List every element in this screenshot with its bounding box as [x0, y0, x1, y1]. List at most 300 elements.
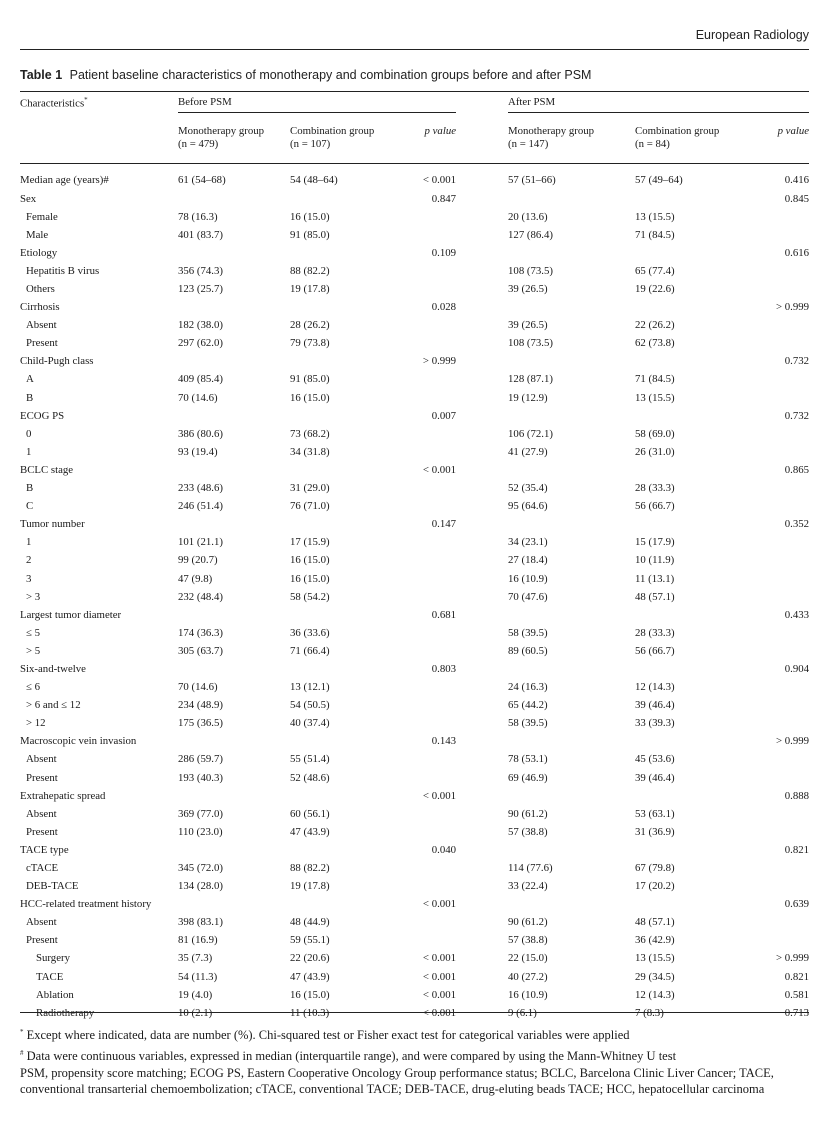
before-mono-cell — [178, 841, 290, 859]
after-comb-cell: 67 (79.8) — [635, 862, 675, 875]
before-p-cell: 0.681 — [431, 608, 457, 621]
row-label: ≤ 5 — [26, 626, 41, 639]
before-mono-cell: 70 (14.6) — [178, 681, 218, 694]
row-label: Absent — [26, 916, 57, 929]
after-mono-cell — [508, 407, 635, 425]
after-p-cell: 0.732 — [784, 355, 810, 368]
before-comb-cell — [290, 244, 390, 262]
before-p-cell — [390, 859, 456, 877]
after-p-cell: 0.416 — [784, 173, 810, 186]
row-label: Radiotherapy — [36, 1006, 95, 1019]
before-p-cell: < 0.001 — [422, 173, 457, 186]
after-mono-cell: 57 (38.8) — [508, 825, 548, 838]
after-mono-cell: 108 (73.5) — [508, 337, 553, 350]
before-mono-cell: 99 (20.7) — [178, 554, 218, 567]
before-comb-cell: 47 (43.9) — [290, 825, 330, 838]
before-p-cell: < 0.001 — [422, 970, 457, 983]
spacer — [456, 226, 508, 244]
before-mono-cell: 174 (36.3) — [178, 626, 223, 639]
after-mono-cell: 19 (12.9) — [508, 391, 548, 404]
before-comb-cell — [290, 787, 390, 805]
before-mono-cell — [178, 660, 290, 678]
before-comb-cell: 79 (73.8) — [290, 337, 330, 350]
before-comb-cell — [290, 732, 390, 750]
spacer — [456, 461, 508, 479]
row-label: > 6 and ≤ 12 — [26, 699, 81, 712]
spacer — [456, 678, 508, 696]
before-p-cell — [390, 226, 456, 244]
before-p-cell: 0.007 — [431, 409, 457, 422]
before-p-cell: 0.143 — [431, 735, 457, 748]
before-comb-cell: 16 (15.0) — [290, 572, 330, 585]
table-row — [20, 696, 809, 714]
after-comb-cell: 62 (73.8) — [635, 337, 675, 350]
after-p-cell: 0.581 — [784, 988, 810, 1001]
spacer — [456, 968, 508, 986]
after-p-cell — [739, 533, 809, 551]
spacer — [456, 533, 508, 551]
before-mono-cell: 175 (36.5) — [178, 717, 223, 730]
after-mono-cell — [508, 660, 635, 678]
after-comb-cell: 33 (39.3) — [635, 717, 675, 730]
before-p-cell — [390, 425, 456, 443]
before-comb-cell: 17 (15.9) — [290, 536, 330, 549]
after-p-cell — [739, 624, 809, 642]
table-row — [20, 949, 809, 967]
after-p-cell — [739, 714, 809, 732]
row-label: > 12 — [26, 717, 46, 730]
after-p-cell — [739, 931, 809, 949]
table-row — [20, 732, 809, 750]
after-p-cell — [739, 823, 809, 841]
after-mono-cell: 114 (77.6) — [508, 862, 553, 875]
after-mono-cell — [508, 732, 635, 750]
row-label: > 3 — [26, 590, 41, 603]
header-row-groups — [20, 92, 809, 119]
table-row — [20, 624, 809, 642]
before-p-cell — [390, 370, 456, 388]
before-p-cell — [390, 823, 456, 841]
after-mono-cell: 89 (60.5) — [508, 644, 548, 657]
spacer — [456, 986, 508, 1004]
spacer — [456, 334, 508, 352]
after-p-cell — [739, 479, 809, 497]
after-p-cell — [739, 497, 809, 515]
table-row — [20, 769, 809, 787]
before-p-cell — [390, 769, 456, 787]
row-label: HCC-related treatment history — [20, 898, 152, 911]
before-p-cell — [390, 280, 456, 298]
after-mono-cell: 39 (26.5) — [508, 319, 548, 332]
after-mono-cell: 69 (46.9) — [508, 771, 548, 784]
before-p-cell — [390, 714, 456, 732]
before-mono-cell: 345 (72.0) — [178, 862, 223, 875]
before-mono-cell: 78 (16.3) — [178, 210, 218, 223]
spacer — [456, 805, 508, 823]
after-p-cell — [739, 389, 809, 407]
before-p-cell — [390, 479, 456, 497]
spacer — [456, 931, 508, 949]
spacer — [456, 624, 508, 642]
before-mono-cell — [178, 895, 290, 913]
after-p-cell: 0.888 — [784, 789, 810, 802]
after-comb-cell: 28 (33.3) — [635, 482, 675, 495]
after-p-cell — [739, 750, 809, 768]
before-p-cell — [390, 569, 456, 587]
after-comb-cell: 56 (66.7) — [635, 500, 675, 513]
table-row — [20, 569, 809, 587]
before-mono-cell — [178, 352, 290, 370]
before-mono-cell — [178, 461, 290, 479]
before-mono-cell — [178, 732, 290, 750]
table-row — [20, 497, 809, 515]
before-mono-cell: 409 (85.4) — [178, 373, 223, 386]
before-comb-header: Combination group (n = 107) — [290, 118, 390, 164]
row-label: Largest tumor diameter — [20, 608, 122, 621]
table-row — [20, 461, 809, 479]
before-p-cell — [390, 877, 456, 895]
after-p-cell: 0.616 — [784, 246, 810, 259]
after-comb-cell: 13 (15.5) — [635, 210, 675, 223]
table-row — [20, 443, 809, 461]
before-mono-cell: 10 (2.1) — [178, 1006, 213, 1019]
after-mono-cell: 22 (15.0) — [508, 952, 548, 965]
table-caption — [20, 68, 591, 82]
before-p-cell — [390, 624, 456, 642]
after-comb-cell: 29 (34.5) — [635, 970, 675, 983]
after-p-cell: 0.713 — [784, 1006, 810, 1019]
after-mono-cell — [508, 515, 635, 533]
table-row — [20, 262, 809, 280]
table-row — [20, 515, 809, 533]
row-label: Female — [26, 210, 58, 223]
before-comb-cell: 34 (31.8) — [290, 445, 330, 458]
row-label: Absent — [26, 753, 57, 766]
after-p-cell — [739, 208, 809, 226]
before-mono-cell — [178, 190, 290, 208]
spacer — [456, 389, 508, 407]
row-label: Present — [26, 825, 58, 838]
after-mono-cell: 78 (53.1) — [508, 753, 548, 766]
row-label: Hepatitis B virus — [26, 264, 100, 277]
row-label: Macroscopic vein invasion — [20, 735, 137, 748]
table-row — [20, 244, 809, 262]
before-mono-cell: 19 (4.0) — [178, 988, 213, 1001]
after-p-cell — [739, 678, 809, 696]
after-comb-cell: 22 (26.2) — [635, 319, 675, 332]
before-mono-cell: 134 (28.0) — [178, 880, 223, 893]
header-row-columns — [20, 118, 809, 164]
after-mono-cell: 20 (13.6) — [508, 210, 548, 223]
after-mono-cell — [508, 606, 635, 624]
after-comb-cell — [635, 895, 739, 913]
after-comb-cell: 17 (20.2) — [635, 880, 675, 893]
before-mono-cell: 297 (62.0) — [178, 337, 223, 350]
table-row — [20, 208, 809, 226]
row-label: Absent — [26, 319, 57, 332]
after-comb-cell: 26 (31.0) — [635, 445, 675, 458]
before-mono-cell: 47 (9.8) — [178, 572, 213, 585]
after-comb-cell: 57 (49–64) — [635, 173, 683, 186]
row-label: Surgery — [36, 952, 70, 965]
after-p-cell: > 0.999 — [775, 952, 810, 965]
before-mono-cell: 246 (51.4) — [178, 500, 223, 513]
before-comb-cell: 19 (17.8) — [290, 880, 330, 893]
table-row — [20, 877, 809, 895]
table-row — [20, 859, 809, 877]
after-comb-cell — [635, 407, 739, 425]
row-label: 1 — [26, 536, 32, 549]
before-p-cell: < 0.001 — [422, 898, 457, 911]
before-psm-header: Before PSM — [178, 92, 456, 119]
footnote-1: * Except where indicated, data are number (%). Chi-squared test or Fisher exact test for categorical variables were applied — [20, 1028, 630, 1043]
after-mono-cell: 16 (10.9) — [508, 572, 548, 585]
after-mono-cell: 108 (73.5) — [508, 264, 553, 277]
before-comb-cell: 59 (55.1) — [290, 934, 330, 947]
row-label: C — [26, 500, 34, 513]
after-comb-cell — [635, 244, 739, 262]
row-label: Etiology — [20, 246, 58, 259]
after-mono-cell — [508, 461, 635, 479]
after-comb-cell: 19 (22.6) — [635, 283, 675, 296]
table-row — [20, 190, 809, 208]
spacer — [456, 407, 508, 425]
table-row — [20, 298, 809, 316]
after-comb-cell: 28 (33.3) — [635, 626, 675, 639]
before-comb-cell — [290, 461, 390, 479]
table-row — [20, 226, 809, 244]
before-mono-cell: 286 (59.7) — [178, 753, 223, 766]
before-p-cell — [390, 642, 456, 660]
before-comb-cell: 88 (82.2) — [290, 862, 330, 875]
after-comb-cell: 39 (46.4) — [635, 699, 675, 712]
after-comb-cell — [635, 841, 739, 859]
before-p-cell — [390, 913, 456, 931]
after-comb-header: Combination group (n = 84) — [635, 118, 739, 164]
before-comb-cell: 11 (10.3) — [290, 1006, 330, 1019]
spacer — [456, 949, 508, 967]
after-mono-cell — [508, 787, 635, 805]
table-row — [20, 968, 809, 986]
before-p-cell: < 0.001 — [422, 952, 457, 965]
row-label: Extrahepatic spread — [20, 789, 106, 802]
before-comb-cell — [290, 407, 390, 425]
before-comb-cell — [290, 298, 390, 316]
spacer — [456, 497, 508, 515]
before-comb-cell — [290, 841, 390, 859]
footnote-rule — [20, 1012, 809, 1013]
row-label: 1 — [26, 445, 32, 458]
spacer — [456, 298, 508, 316]
after-mono-cell: 127 (86.4) — [508, 228, 553, 241]
before-mono-cell: 356 (74.3) — [178, 264, 223, 277]
after-comb-cell — [635, 461, 739, 479]
before-p-cell — [390, 678, 456, 696]
after-comb-cell: 56 (66.7) — [635, 644, 675, 657]
before-mono-cell: 369 (77.0) — [178, 807, 223, 820]
spacer — [456, 750, 508, 768]
spacer — [456, 787, 508, 805]
after-comb-cell: 13 (15.5) — [635, 391, 675, 404]
row-label: Sex — [20, 192, 37, 205]
after-p-cell: 0.433 — [784, 608, 810, 621]
before-mono-cell — [178, 298, 290, 316]
before-comb-cell — [290, 515, 390, 533]
after-mono-cell: 52 (35.4) — [508, 482, 548, 495]
before-comb-cell: 91 (85.0) — [290, 228, 330, 241]
after-p-cell — [739, 370, 809, 388]
after-mono-cell: 27 (18.4) — [508, 554, 548, 567]
spacer — [456, 588, 508, 606]
after-comb-cell: 48 (57.1) — [635, 916, 675, 929]
table-row — [20, 913, 809, 931]
before-mono-cell: 110 (23.0) — [178, 825, 223, 838]
row-label: 0 — [26, 427, 32, 440]
after-p-cell: 0.821 — [784, 843, 810, 856]
after-mono-cell: 90 (61.2) — [508, 807, 548, 820]
after-comb-cell: 58 (69.0) — [635, 427, 675, 440]
after-p-cell — [739, 805, 809, 823]
before-p-cell — [390, 750, 456, 768]
spacer — [456, 606, 508, 624]
spacer — [456, 569, 508, 587]
after-psm-header: After PSM — [508, 92, 809, 119]
after-mono-cell: 57 (51–66) — [508, 173, 556, 186]
before-p-cell: < 0.001 — [422, 789, 457, 802]
row-label: TACE — [36, 970, 64, 983]
before-mono-cell: 101 (21.1) — [178, 536, 223, 549]
table-row — [20, 660, 809, 678]
spacer — [456, 262, 508, 280]
after-comb-cell: 12 (14.3) — [635, 681, 675, 694]
before-mono-cell — [178, 515, 290, 533]
row-label: B — [26, 482, 34, 495]
row-label: Present — [26, 934, 58, 947]
after-comb-cell: 71 (84.5) — [635, 228, 675, 241]
table-row — [20, 714, 809, 732]
table-row — [20, 352, 809, 370]
after-p-cell: 0.352 — [784, 518, 810, 531]
before-p-cell — [390, 696, 456, 714]
before-comb-cell — [290, 606, 390, 624]
before-comb-cell: 52 (48.6) — [290, 771, 330, 784]
before-mono-cell: 35 (7.3) — [178, 952, 213, 965]
after-mono-cell — [508, 841, 635, 859]
before-comb-cell: 40 (37.4) — [290, 717, 330, 730]
spacer — [456, 877, 508, 895]
row-label: BCLC stage — [20, 463, 74, 476]
spacer — [456, 316, 508, 334]
row-label: 2 — [26, 554, 32, 567]
spacer — [456, 443, 508, 461]
row-label: Male — [26, 228, 49, 241]
before-comb-cell: 91 (85.0) — [290, 373, 330, 386]
after-p-cell — [739, 316, 809, 334]
row-label: Absent — [26, 807, 57, 820]
after-p-cell: 0.845 — [784, 192, 810, 205]
before-comb-cell: 22 (20.6) — [290, 952, 330, 965]
after-mono-cell: 9 (6.1) — [508, 1006, 537, 1019]
row-label: Child-Pugh class — [20, 355, 94, 368]
before-p-header: p value — [390, 118, 456, 164]
after-mono-cell — [508, 352, 635, 370]
table-row — [20, 606, 809, 624]
before-mono-cell: 61 (54–68) — [178, 173, 226, 186]
table-row — [20, 334, 809, 352]
row-label: cTACE — [26, 862, 59, 875]
table-row — [20, 370, 809, 388]
header-rule — [20, 49, 809, 50]
after-mono-cell — [508, 298, 635, 316]
after-mono-cell: 90 (61.2) — [508, 916, 548, 929]
before-comb-cell: 36 (33.6) — [290, 626, 330, 639]
before-comb-cell: 73 (68.2) — [290, 427, 330, 440]
table-row — [20, 787, 809, 805]
after-comb-cell: 10 (11.9) — [635, 554, 675, 567]
after-comb-cell: 45 (53.6) — [635, 753, 675, 766]
table-row — [20, 895, 809, 913]
before-comb-cell: 13 (12.1) — [290, 681, 330, 694]
before-mono-cell: 398 (83.1) — [178, 916, 223, 929]
before-p-cell: > 0.999 — [422, 355, 457, 368]
after-mono-cell: 106 (72.1) — [508, 427, 553, 440]
table-row — [20, 841, 809, 859]
table-row — [20, 750, 809, 768]
after-comb-cell: 12 (14.3) — [635, 988, 675, 1001]
after-mono-cell: 33 (22.4) — [508, 880, 548, 893]
after-comb-cell — [635, 660, 739, 678]
table-row — [20, 280, 809, 298]
after-comb-cell — [635, 352, 739, 370]
table-row — [20, 986, 809, 1004]
before-p-cell: 0.028 — [431, 301, 457, 314]
footnote-abbreviations: PSM, propensity score matching; ECOG PS, Eastern Cooperative Oncology Group performance status; BCLC, Barcelona Clinic Liver Cancer; TACE, conventional transarterial chemoembolization; cTACE, conventional TACE; DEB-TACE, drug-eluting beads TACE; HCC, hepatocellular carcinoma — [20, 1066, 774, 1096]
after-p-cell — [739, 226, 809, 244]
table-row — [20, 805, 809, 823]
after-comb-cell — [635, 606, 739, 624]
after-p-cell — [739, 877, 809, 895]
before-p-cell: < 0.001 — [422, 463, 457, 476]
before-mono-cell: 123 (25.7) — [178, 283, 223, 296]
spacer — [456, 823, 508, 841]
table-row — [20, 316, 809, 334]
after-mono-cell: 128 (87.1) — [508, 373, 553, 386]
after-p-cell: 0.821 — [784, 970, 810, 983]
before-mono-cell: 182 (38.0) — [178, 319, 223, 332]
after-p-header: p value — [739, 118, 809, 164]
before-mono-cell: 386 (80.6) — [178, 427, 223, 440]
spacer — [456, 208, 508, 226]
spacer — [456, 913, 508, 931]
after-mono-cell: 58 (39.5) — [508, 626, 548, 639]
after-p-cell: 0.904 — [784, 662, 810, 675]
after-comb-cell: 36 (42.9) — [635, 934, 675, 947]
row-label: A — [26, 373, 34, 386]
row-label: Tumor number — [20, 518, 85, 531]
before-p-cell — [390, 805, 456, 823]
before-comb-cell: 76 (71.0) — [290, 500, 330, 513]
before-comb-cell — [290, 190, 390, 208]
row-label: B — [26, 391, 34, 404]
before-mono-cell — [178, 606, 290, 624]
before-p-cell: 0.803 — [431, 662, 457, 675]
before-comb-cell: 54 (50.5) — [290, 699, 330, 712]
before-mono-cell: 54 (11.3) — [178, 970, 218, 983]
before-mono-cell — [178, 244, 290, 262]
row-label: Present — [26, 337, 58, 350]
before-p-cell — [390, 334, 456, 352]
table-row — [20, 533, 809, 551]
